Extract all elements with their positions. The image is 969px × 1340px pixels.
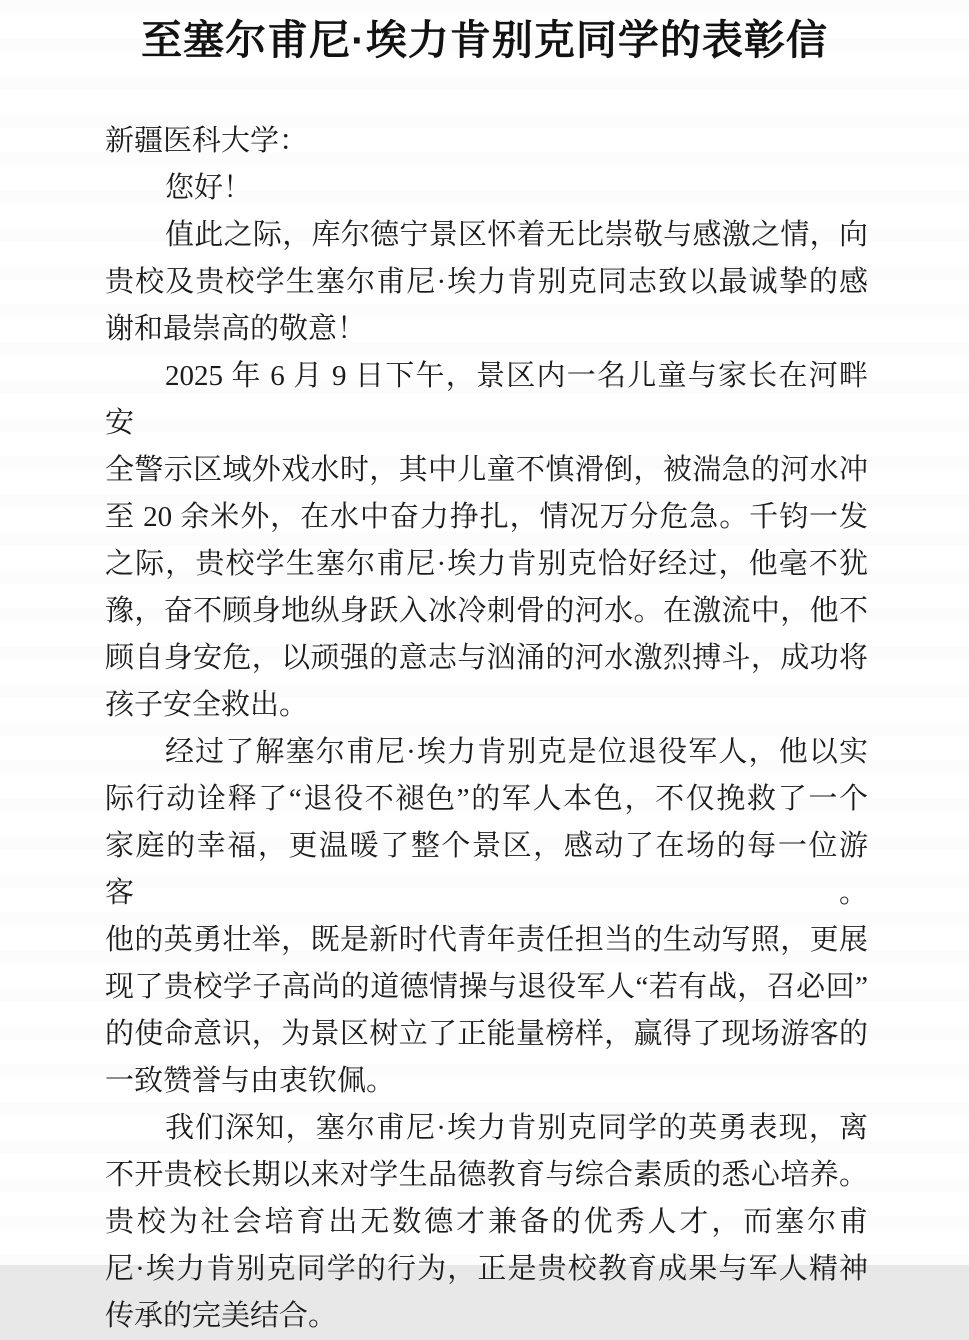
text-line: 家庭的幸福，更温暖了整个景区，感动了在场的每一位游客。 [105, 830, 868, 909]
text-line: 他的英勇壮举，既是新时代青年责任担当的生动写照，更展 [105, 924, 868, 956]
text-line: 值此之际，库尔德宁景区怀着无比崇敬与感激之情，向 [165, 219, 868, 251]
letter-body [105, 118, 868, 1340]
recipient-line: 新疆医科大学： [105, 125, 309, 157]
text-line: 贵校为社会培育出无数德才兼备的优秀人才，而塞尔甫 [105, 1206, 868, 1238]
text-line: 尼·埃力肯别克同学的行为，正是贵校教育成果与军人精神 [105, 1253, 868, 1285]
letter-title: 至塞尔甫尼·埃力肯别克同学的表彰信 [141, 17, 828, 63]
text-line: 我们深知，塞尔甫尼·埃力肯别克同学的英勇表现，离 [165, 1112, 868, 1144]
text-line: 贵校及贵校学生塞尔甫尼·埃力肯别克同志致以最诚挚的感 [105, 266, 868, 298]
text-line: 的使命意识，为景区树立了正能量榜样，赢得了现场游客的 [105, 1018, 868, 1050]
paragraph-2 [105, 353, 868, 729]
text-line: 豫，奋不顾身地纵身跃入冰冷刺骨的河水。在激流中，他不 [105, 595, 868, 627]
text-line: 际行动诠释了“退役不褪色”的军人本色，不仅挽救了一个 [105, 783, 868, 815]
text-line: 2025 年 6 月 9 日下午，景区内一名儿童与家长在河畔安 [105, 360, 868, 439]
paragraph-3 [105, 729, 868, 1105]
greeting-line: 您好！ [165, 172, 253, 204]
text-line: 传承的完美结合。 [105, 1300, 338, 1332]
text-line: 经过了解塞尔甫尼·埃力肯别克是位退役军人，他以实 [165, 736, 868, 768]
paragraph-4 [105, 1105, 868, 1340]
text-line: 一致赞誉与由衷钦佩。 [105, 1065, 396, 1097]
paragraph-1 [105, 212, 868, 353]
text-line: 孩子安全救出。 [105, 689, 309, 721]
text-line: 现了贵校学子高尚的道德情操与退役军人“若有战，召必回” [105, 971, 868, 1003]
text-line: 不开贵校长期以来对学生品德教育与综合素质的悉心培养。 [105, 1159, 868, 1191]
text-line: 谢和最崇高的敬意！ [105, 313, 367, 345]
text-line: 全警示区域外戏水时，其中儿童不慎滑倒，被湍急的河水冲 [105, 454, 868, 486]
text-line: 之际，贵校学生塞尔甫尼·埃力肯别克恰好经过，他毫不犹 [105, 548, 868, 580]
text-line: 至 20 余米外，在水中奋力挣扎，情况万分危急。千钧一发 [105, 501, 868, 533]
text-line: 顾自身安危，以顽强的意志与汹涌的河水激烈搏斗，成功将 [105, 642, 868, 674]
